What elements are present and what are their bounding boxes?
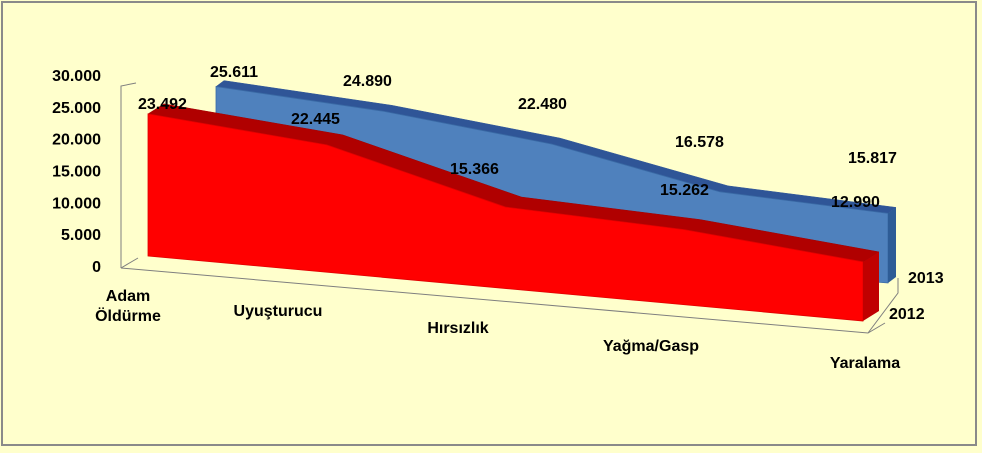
y-tick-label: 25.000 (52, 99, 101, 117)
data-label-2012: 23.492 (138, 96, 187, 113)
data-label-2013: 15.817 (848, 150, 897, 167)
x-tick-label: Uyuşturucu (233, 303, 323, 320)
x-tick-label: Adam (105, 288, 151, 305)
data-label-2012: 15.262 (660, 182, 709, 199)
data-label-2013: 22.480 (518, 96, 567, 113)
x-tick-label: Yaralama (829, 355, 901, 372)
data-label-2012: 15.366 (450, 161, 499, 178)
series-2013-side (888, 207, 896, 283)
y-tick-label: 0 (92, 259, 101, 276)
data-label-2012: 12.990 (831, 194, 880, 211)
y-tick-label: 20.000 (52, 131, 101, 149)
depth-label-2012: 2012 (889, 306, 925, 323)
x-tick-label: Öldürme (95, 308, 161, 325)
chart-frame (1, 1, 977, 446)
y-tick-label: 5.000 (60, 227, 101, 245)
3d-area-chart (3, 3, 982, 453)
y-axis-line (121, 83, 136, 268)
y-tick-label: 10.000 (52, 195, 101, 213)
data-label-2013: 24.890 (343, 73, 392, 90)
series-2012-side (863, 252, 879, 321)
depth-axis-left (121, 258, 138, 268)
data-label-2013: 16.578 (675, 134, 724, 151)
data-label-2012: 22.445 (291, 111, 340, 128)
y-tick-label: 15.000 (52, 163, 101, 181)
y-tick-label: 30.000 (52, 68, 101, 85)
depth-label-2013: 2013 (908, 270, 944, 287)
x-tick-label: Yağma/Gasp (602, 338, 700, 355)
data-label-2013: 25.611 (210, 64, 259, 81)
x-tick-label: Hırsızlık (427, 320, 489, 337)
